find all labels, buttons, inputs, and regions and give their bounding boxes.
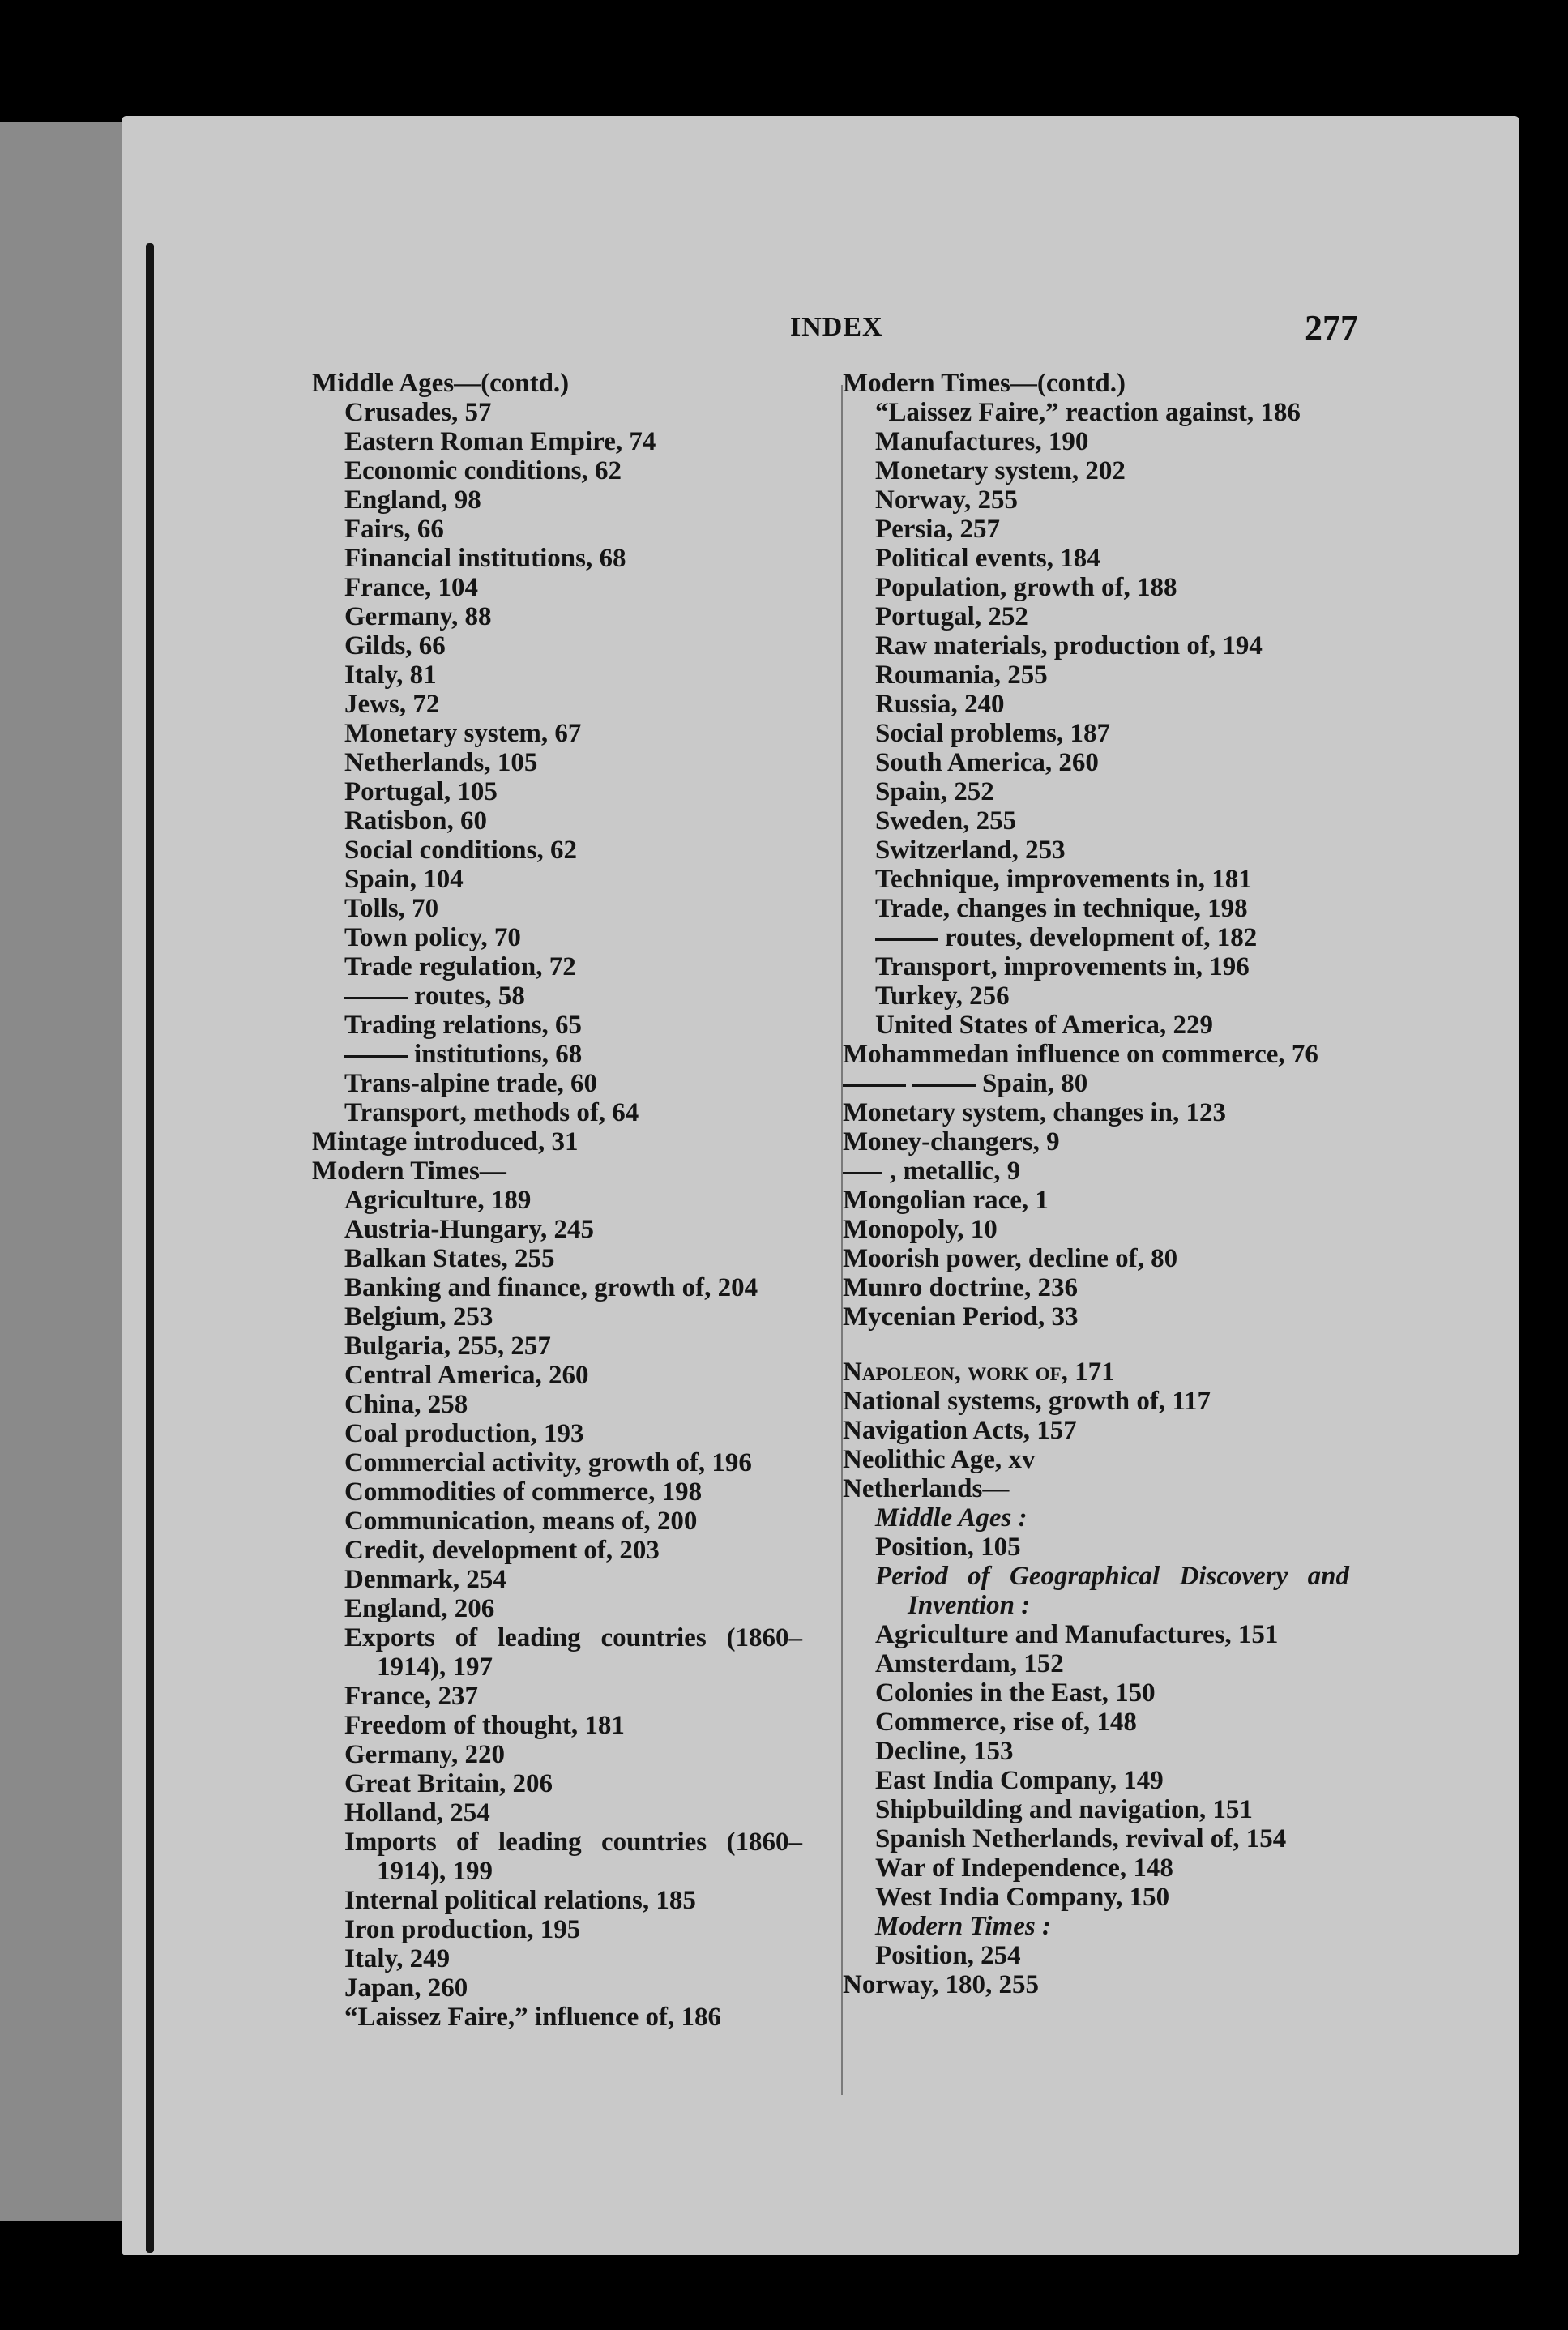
index-entry-text: Jews, 72 xyxy=(344,690,440,719)
index-entry-text: routes, 58 xyxy=(414,981,525,1011)
index-entry xyxy=(312,1302,802,1332)
index-entry xyxy=(312,369,802,398)
index-entry-text: Portugal, 252 xyxy=(875,602,1028,631)
index-entry xyxy=(312,398,802,427)
index-entry-text: , metallic, 9 xyxy=(890,1156,1021,1186)
index-entry-text: England, 206 xyxy=(344,1594,495,1623)
index-entry xyxy=(312,690,802,719)
index-entry xyxy=(843,952,1349,981)
ditto-dash xyxy=(843,1172,882,1174)
index-entry xyxy=(843,1970,1349,1999)
index-entry xyxy=(312,1215,802,1244)
index-entry xyxy=(843,1737,1349,1766)
index-entry-text: Germany, 88 xyxy=(344,602,492,631)
index-entry-text: Town policy, 70 xyxy=(344,923,521,952)
index-entry xyxy=(843,1941,1349,1970)
index-entry-text: Persia, 257 xyxy=(875,515,1000,544)
index-entry-text: South America, 260 xyxy=(875,748,1099,777)
index-entry xyxy=(843,1387,1349,1416)
index-entry-text: Portugal, 105 xyxy=(344,777,498,806)
index-entry-text: Germany, 220 xyxy=(344,1740,505,1769)
index-entry-text: Monetary system, 202 xyxy=(875,456,1126,485)
index-entry-text: Coal production, 193 xyxy=(344,1419,584,1448)
index-entry xyxy=(312,806,802,836)
index-entry-text: Iron production, 195 xyxy=(344,1915,581,1944)
index-entry xyxy=(843,456,1349,485)
index-entry-text: Decline, 153 xyxy=(875,1737,1014,1766)
index-entry xyxy=(312,719,802,748)
index-entry-text: Eastern Roman Empire, 74 xyxy=(344,427,656,456)
index-entry-text: Manufactures, 190 xyxy=(875,427,1089,456)
index-entry-text: Spain, 104 xyxy=(344,865,464,894)
index-entry xyxy=(843,515,1349,544)
index-entry xyxy=(843,1708,1349,1737)
index-entry-text: Social conditions, 62 xyxy=(344,836,577,865)
index-subheading xyxy=(843,1503,1349,1533)
index-entry xyxy=(312,515,802,544)
index-entry-text: Central America, 260 xyxy=(344,1361,589,1390)
index-entry-text: France, 104 xyxy=(344,573,478,602)
index-entry xyxy=(312,1244,802,1273)
index-entry xyxy=(312,1156,802,1186)
adjacent-page-edge xyxy=(0,122,122,2221)
index-entry-text: Technique, improvements in, 181 xyxy=(875,865,1252,894)
index-entry xyxy=(843,1357,1349,1387)
index-entry-text: East India Company, 149 xyxy=(875,1766,1164,1795)
index-entry xyxy=(843,1186,1349,1215)
index-entry-text: Turkey, 256 xyxy=(875,981,1010,1011)
index-entry xyxy=(843,836,1349,865)
index-entry xyxy=(312,1536,802,1565)
index-entry-text: Ratisbon, 60 xyxy=(344,806,488,836)
index-entry-text: Mintage introduced, 31 xyxy=(312,1127,579,1156)
index-entry xyxy=(843,1474,1349,1503)
index-entry xyxy=(312,1419,802,1448)
index-entry xyxy=(843,631,1349,661)
index-entry-text: Holland, 254 xyxy=(344,1798,490,1828)
index-entry-text: Monopoly, 10 xyxy=(843,1215,998,1244)
index-entry-text: Switzerland, 253 xyxy=(875,836,1066,865)
index-entry xyxy=(312,1069,802,1098)
index-entry xyxy=(312,573,802,602)
index-entry xyxy=(312,1361,802,1390)
index-entry xyxy=(312,1011,802,1040)
index-entry xyxy=(312,1186,802,1215)
index-entry xyxy=(843,1011,1349,1040)
index-entry xyxy=(312,836,802,865)
index-entry-text: Roumania, 255 xyxy=(875,661,1048,690)
index-entry-text: Crusades, 57 xyxy=(344,398,492,427)
index-entry-text: Mongolian race, 1 xyxy=(843,1186,1049,1215)
index-entry-text: Period of Geographical Discovery and Invention : xyxy=(875,1562,1349,1620)
index-entry xyxy=(843,865,1349,894)
ditto-dash xyxy=(344,997,408,999)
index-entry xyxy=(843,981,1349,1011)
index-entry-text: Social problems, 187 xyxy=(875,719,1110,748)
ditto-dash xyxy=(843,1084,906,1087)
index-entry-text: institutions, 68 xyxy=(414,1040,583,1069)
page-header xyxy=(122,308,1519,361)
index-entry xyxy=(843,1678,1349,1708)
index-entry xyxy=(312,952,802,981)
index-entry xyxy=(312,1127,802,1156)
index-entry-text: Balkan States, 255 xyxy=(344,1244,555,1273)
index-entry xyxy=(843,748,1349,777)
index-entry xyxy=(843,602,1349,631)
index-entry xyxy=(312,1040,802,1069)
running-head: INDEX xyxy=(790,312,883,342)
index-entry-text: Imports of leading countries (1860–1914), 199 xyxy=(344,1828,802,1886)
index-entry-text: Bulgaria, 255, 257 xyxy=(344,1332,551,1361)
index-entry xyxy=(312,1477,802,1507)
index-entry xyxy=(843,1824,1349,1853)
index-entry xyxy=(843,1215,1349,1244)
index-entry-text: Moorish power, decline of, 80 xyxy=(843,1244,1178,1273)
index-entry xyxy=(312,1682,802,1711)
index-entry xyxy=(843,1620,1349,1649)
index-entry xyxy=(843,1445,1349,1474)
index-entry xyxy=(312,1507,802,1536)
index-entry-text: Shipbuilding and navigation, 151 xyxy=(875,1795,1253,1824)
index-entry-text: Transport, methods of, 64 xyxy=(344,1098,639,1127)
index-entry-text: Amsterdam, 152 xyxy=(875,1649,1064,1678)
index-entry xyxy=(312,894,802,923)
index-entry-text: Agriculture and Manufactures, 151 xyxy=(875,1620,1279,1649)
index-entry xyxy=(312,865,802,894)
index-entry-text: Middle Ages : xyxy=(875,1503,1028,1533)
index-entry-text: “Laissez Faire,” influence of, 186 xyxy=(344,2003,721,2032)
index-entry-text: Modern Times : xyxy=(875,1912,1051,1941)
index-entry xyxy=(843,1098,1349,1127)
index-entry-text: Belgium, 253 xyxy=(344,1302,493,1332)
index-entry-text: Munro doctrine, 236 xyxy=(843,1273,1078,1302)
index-entry-text: Communication, means of, 200 xyxy=(344,1507,698,1536)
index-entry xyxy=(843,719,1349,748)
index-entry xyxy=(843,1416,1349,1445)
index-entry-text: Monetary system, 67 xyxy=(344,719,582,748)
index-entry-text: Great Britain, 206 xyxy=(344,1769,553,1798)
index-entry xyxy=(312,1769,802,1798)
index-entry xyxy=(312,1886,802,1915)
index-entry-text: Fairs, 66 xyxy=(344,515,444,544)
index-entry xyxy=(312,1448,802,1477)
index-entry xyxy=(843,1766,1349,1795)
index-entry-text: Norway, 180, 255 xyxy=(843,1970,1039,1999)
index-entry xyxy=(312,1798,802,1828)
index-entry xyxy=(312,427,802,456)
book-spine xyxy=(146,243,154,2253)
index-entry xyxy=(312,748,802,777)
index-entry xyxy=(312,1098,802,1127)
index-entry-text: Commodities of commerce, 198 xyxy=(344,1477,703,1507)
index-entry xyxy=(843,1273,1349,1302)
index-entry xyxy=(312,1594,802,1623)
index-entry-text: Economic conditions, 62 xyxy=(344,456,622,485)
index-entry-text: France, 237 xyxy=(344,1682,478,1711)
index-entry-text: Sweden, 255 xyxy=(875,806,1017,836)
index-entry-text: Spanish Netherlands, revival of, 154 xyxy=(875,1824,1287,1853)
index-entry-text: Austria-Hungary, 245 xyxy=(344,1215,595,1244)
index-entry-text: Credit, development of, 203 xyxy=(344,1536,660,1565)
index-entry-text: China, 258 xyxy=(344,1390,468,1419)
index-entry xyxy=(312,1623,802,1682)
index-entry xyxy=(843,427,1349,456)
index-entry xyxy=(843,1533,1349,1562)
index-entry-text: Position, 254 xyxy=(875,1941,1021,1970)
index-entry-text: Netherlands, 105 xyxy=(344,748,538,777)
index-entry xyxy=(312,602,802,631)
index-entry-text: Japan, 260 xyxy=(344,1973,468,2003)
index-entry-text: Trading relations, 65 xyxy=(344,1011,583,1040)
index-entry xyxy=(312,544,802,573)
index-entry xyxy=(312,981,802,1011)
index-entry xyxy=(312,661,802,690)
index-entry-text: England, 98 xyxy=(344,485,481,515)
index-entry-text: West India Company, 150 xyxy=(875,1883,1170,1912)
index-entry xyxy=(312,2003,802,2032)
index-entry xyxy=(312,1565,802,1594)
index-subheading xyxy=(843,1562,1349,1620)
index-entry-text: Denmark, 254 xyxy=(344,1565,506,1594)
index-entry xyxy=(843,690,1349,719)
index-entry xyxy=(312,923,802,952)
index-entry xyxy=(843,1156,1349,1186)
index-entry xyxy=(312,631,802,661)
index-entry-text: Internal political relations, 185 xyxy=(344,1886,696,1915)
index-entry xyxy=(312,1828,802,1886)
index-entry-text: Political events, 184 xyxy=(875,544,1100,573)
index-entry xyxy=(843,923,1349,952)
index-entry xyxy=(312,1740,802,1769)
index-column-left xyxy=(312,369,802,2032)
index-entry-text: Trans-alpine trade, 60 xyxy=(344,1069,597,1098)
index-entry-text: National systems, growth of, 117 xyxy=(843,1387,1211,1416)
index-entry xyxy=(843,1853,1349,1883)
index-entry-text: Napoleon, work of, 171 xyxy=(843,1357,1115,1387)
index-entry xyxy=(312,777,802,806)
index-entry-text: Agriculture, 189 xyxy=(344,1186,532,1215)
index-entry xyxy=(843,806,1349,836)
index-entry-text: Colonies in the East, 150 xyxy=(875,1678,1156,1708)
index-entry-text: Mohammedan influence on commerce, 76 xyxy=(843,1040,1318,1069)
index-entry xyxy=(843,894,1349,923)
index-entry xyxy=(843,544,1349,573)
index-entry-text: Money-changers, 9 xyxy=(843,1127,1060,1156)
index-entry-text: Commerce, rise of, 148 xyxy=(875,1708,1137,1737)
index-entry-text: Trade regulation, 72 xyxy=(344,952,576,981)
index-entry xyxy=(312,1915,802,1944)
ditto-dash xyxy=(912,1084,976,1087)
index-entry-text: “Laissez Faire,” reaction against, 186 xyxy=(875,398,1301,427)
index-entry xyxy=(843,1302,1349,1332)
index-entry-text: routes, development of, 182 xyxy=(945,923,1258,952)
index-entry xyxy=(312,1332,802,1361)
index-entry-text: Population, growth of, 188 xyxy=(875,573,1177,602)
index-entry xyxy=(843,1795,1349,1824)
index-entry-text: Mycenian Period, 33 xyxy=(843,1302,1079,1332)
index-entry xyxy=(843,1649,1349,1678)
index-entry xyxy=(843,398,1349,427)
index-entry-text: Spain, 252 xyxy=(875,777,994,806)
index-entry xyxy=(312,1944,802,1973)
index-entry xyxy=(843,485,1349,515)
index-entry xyxy=(312,1973,802,2003)
ditto-dash xyxy=(875,938,938,941)
ditto-dash xyxy=(344,1055,408,1058)
index-entry-text: Modern Times—(contd.) xyxy=(843,369,1126,398)
index-entry xyxy=(843,1127,1349,1156)
index-entry-text: Position, 105 xyxy=(875,1533,1021,1562)
index-entry-text: Tolls, 70 xyxy=(344,894,439,923)
index-entry-text: Banking and finance, growth of, 204 xyxy=(344,1273,758,1302)
index-entry-text: Commercial activity, growth of, 196 xyxy=(344,1448,752,1477)
index-entry-text: Netherlands— xyxy=(843,1474,1010,1503)
index-entry-text: Freedom of thought, 181 xyxy=(344,1711,625,1740)
index-entry xyxy=(312,456,802,485)
index-entry xyxy=(843,1040,1349,1069)
index-entry xyxy=(843,1069,1349,1098)
index-entry xyxy=(312,485,802,515)
index-entry-text: Financial institutions, 68 xyxy=(344,544,626,573)
index-entry xyxy=(843,573,1349,602)
index-entry-text: Raw materials, production of, 194 xyxy=(875,631,1263,661)
index-entry-text: Spain, 80 xyxy=(982,1069,1088,1098)
index-entry xyxy=(843,369,1349,398)
index-entry-text: Gilds, 66 xyxy=(344,631,446,661)
index-entry-text: Monetary system, changes in, 123 xyxy=(843,1098,1226,1127)
index-entry-text: Middle Ages—(contd.) xyxy=(312,369,570,398)
index-entry xyxy=(843,1883,1349,1912)
index-entry xyxy=(843,661,1349,690)
index-entry-text: Navigation Acts, 157 xyxy=(843,1416,1077,1445)
index-entry xyxy=(312,1390,802,1419)
index-entry-text: War of Independence, 148 xyxy=(875,1853,1173,1883)
index-entry xyxy=(843,1244,1349,1273)
index-entry-text: Italy, 81 xyxy=(344,661,437,690)
page-number: 277 xyxy=(1305,308,1358,348)
index-entry xyxy=(843,777,1349,806)
index-entry-text: Modern Times— xyxy=(312,1156,506,1186)
index-subheading xyxy=(843,1912,1349,1941)
index-entry-text: Italy, 249 xyxy=(344,1944,451,1973)
index-entry-text: Neolithic Age, xv xyxy=(843,1445,1036,1474)
index-entry xyxy=(312,1273,802,1302)
index-column-right xyxy=(843,369,1349,1999)
index-entry xyxy=(312,1711,802,1740)
index-entry-text: Norway, 255 xyxy=(875,485,1018,515)
index-entry-text: Exports of leading countries (1860–1914), 197 xyxy=(344,1623,802,1682)
index-entry-text: United States of America, 229 xyxy=(875,1011,1214,1040)
index-entry-text: Transport, improvements in, 196 xyxy=(875,952,1250,981)
index-entry-text: Trade, changes in technique, 198 xyxy=(875,894,1248,923)
index-entry-text: Russia, 240 xyxy=(875,690,1005,719)
